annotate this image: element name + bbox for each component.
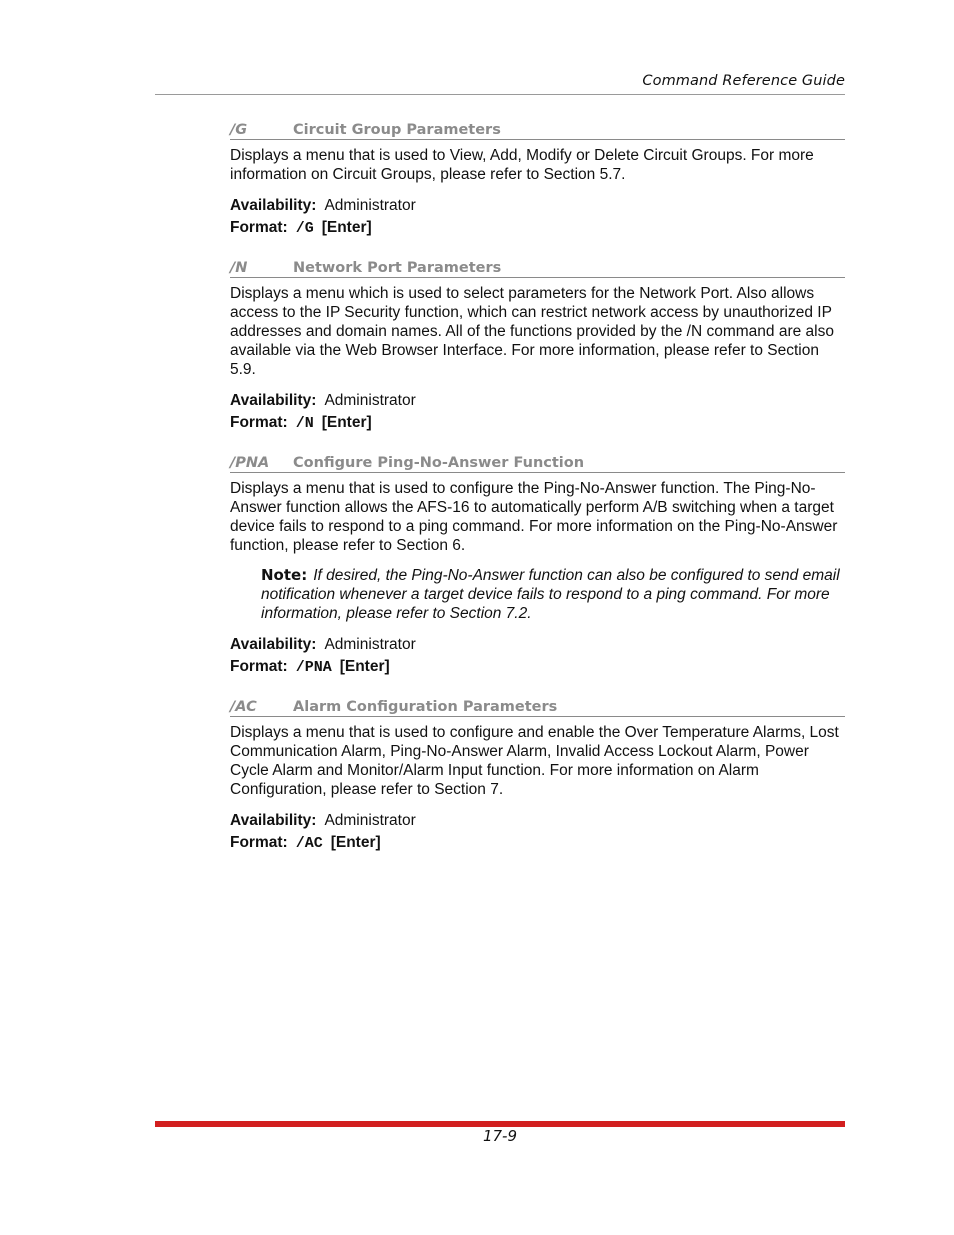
format-enter: [Enter] (321, 219, 372, 236)
section-command: /N (230, 260, 248, 276)
format-label: Format: (230, 219, 288, 236)
format-label: Format: (230, 834, 288, 851)
note-text: If desired, the Ping-No-Answer function can also be configured to send email notification whenever a target device fails to respond to a ping command. For more information, please refer to Section 7.2. (261, 567, 840, 622)
section-title: Circuit Group Parameters (293, 122, 501, 138)
format-enter: [Enter] (321, 414, 372, 431)
section-n (230, 260, 845, 433)
format-code: /PNA (295, 659, 332, 676)
section-heading (230, 122, 845, 140)
availability-label: Availability: (230, 812, 317, 829)
section-heading (230, 455, 845, 473)
note-block (261, 566, 845, 623)
note-label: Note: (261, 566, 308, 584)
availability-line (230, 391, 845, 410)
section-description: Displays a menu that is used to configure the Ping-No-Answer function. The Ping-No-Answer function allows the AFS-16 to automatically perform A/B switching when a target device fails to respond to a ping command. For more information on the Ping-No-Answer function, please refer to Section 6. (230, 480, 838, 554)
header-title: Command Reference Guide (642, 73, 845, 89)
page-header (155, 72, 845, 95)
section-description: Displays a menu that is used to configure and enable the Over Temperature Alarms, Lost Communication Alarm, Ping-No-Answer Alarm, Invalid Access Lockout Alarm, Power Cycle Alarm and Monitor/Alarm Input function. For more information on Alarm Configuration, please refer to Section 7. (230, 724, 839, 798)
availability-value: Administrator (324, 636, 416, 653)
page-content (230, 122, 845, 875)
section-g (230, 122, 845, 238)
availability-value: Administrator (324, 392, 416, 409)
format-enter: [Enter] (339, 658, 390, 675)
availability-label: Availability: (230, 197, 317, 214)
section-title: Configure Ping-No-Answer Function (293, 455, 585, 471)
availability-line (230, 196, 845, 215)
availability-label: Availability: (230, 392, 317, 409)
page-number: 17-9 (482, 1127, 518, 1145)
section-title: Network Port Parameters (293, 260, 502, 276)
format-line (230, 657, 845, 677)
section-command: /G (230, 122, 248, 138)
format-label: Format: (230, 658, 288, 675)
section-description: Displays a menu which is used to select parameters for the Network Port. Also allows access to the IP Security function, which can restrict network access by unauthorized IP addresses and domain names. All of the functions provided by the /N command are also available via the Web Browser Interface. For more information, please refer to Section 5.9. (230, 285, 834, 378)
format-code: /G (295, 220, 314, 237)
availability-line (230, 635, 845, 654)
format-line (230, 833, 845, 853)
section-title: Alarm Configuration Parameters (293, 699, 558, 715)
availability-value: Administrator (324, 197, 416, 214)
availability-line (230, 811, 845, 830)
format-line (230, 413, 845, 433)
section-description: Displays a menu that is used to View, Add, Modify or Delete Circuit Groups. For more information on Circuit Groups, please refer to Section 5.7. (230, 147, 814, 183)
section-command: /AC (230, 699, 257, 715)
section-command: /PNA (230, 455, 270, 471)
format-enter: [Enter] (330, 834, 381, 851)
format-line (230, 218, 845, 238)
availability-label: Availability: (230, 636, 317, 653)
format-label: Format: (230, 414, 288, 431)
section-ac (230, 699, 845, 853)
format-code: /N (295, 415, 314, 432)
availability-value: Administrator (324, 812, 416, 829)
format-code: /AC (295, 835, 323, 852)
section-heading (230, 260, 845, 278)
section-heading (230, 699, 845, 717)
section-pna (230, 455, 845, 677)
